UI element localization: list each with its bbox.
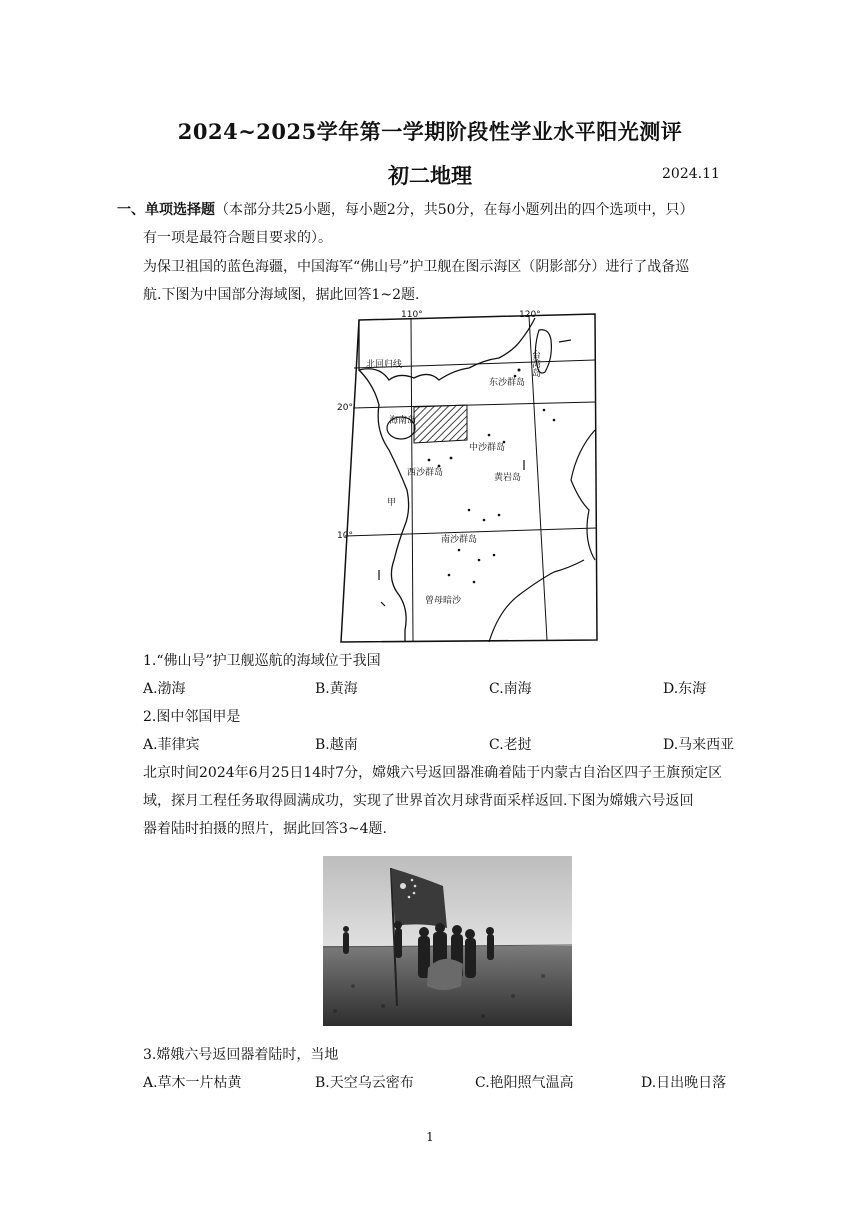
label-xisha: 西沙群岛 <box>407 468 444 478</box>
label-hainan: 海南岛 <box>389 416 417 426</box>
q1-option-c: C.南海 <box>489 681 532 697</box>
section-heading: 一、单项选择题 <box>117 202 215 218</box>
q1-stem: 1.“佛山号”护卫舰巡航的海域位于我国 <box>143 653 381 669</box>
q2-option-b: B.越南 <box>315 737 358 753</box>
q2-stem: 2.图中邻国甲是 <box>143 709 241 725</box>
page-number: 1 <box>426 1130 434 1144</box>
section-instructions-line1 <box>117 200 694 220</box>
passage2-line2: 域，探月工程任务取得圆满成功，实现了世界首次月球背面采样返回.下图为嫦娥六号返回 <box>143 793 694 809</box>
island-dots <box>428 369 556 584</box>
patrol-area-shaded <box>414 405 467 443</box>
label-zhongsha: 中沙群岛 <box>469 443 506 453</box>
label-huangyan: 黄岩岛 <box>494 473 522 483</box>
section-instructions-1: （本部分共25小题，每小题2分，共50分，在每小题列出的四个选项中，只） <box>215 202 694 218</box>
vietnam-coast <box>359 370 409 642</box>
q1-option-b: B.黄海 <box>315 681 358 697</box>
philippines-coast <box>571 430 595 560</box>
label-tropic: 北回归线 <box>366 360 403 370</box>
borneo-coast <box>489 560 584 642</box>
subject-title: 初二地理 <box>388 163 472 188</box>
q3-option-d: D.日出晚日落 <box>641 1075 727 1091</box>
section-instructions-line2: 有一项是最符合题目要求的）。 <box>143 230 332 246</box>
lat-label-20: 20° <box>337 403 353 413</box>
exam-title: 2024~2025学年第一学期阶段性学业水平阳光测评 <box>177 119 683 144</box>
passage2-line1: 北京时间2024年6月25日14时7分，嫦娥六号返回器准确着陆于内蒙古自治区四子王旗预定区 <box>143 765 723 781</box>
exam-date: 2024.11 <box>662 166 720 182</box>
passage1-line1: 为保卫祖国的蓝色海疆，中国海军“佛山号”护卫舰在图示海区（阴影部分）进行了战备巡 <box>143 259 690 275</box>
passage1-line2: 航.下图为中国部分海域图，据此回答1~2题. <box>143 287 420 303</box>
q3-stem: 3.嫦娥六号返回器着陆时，当地 <box>143 1047 339 1063</box>
landing-photo <box>323 856 572 1026</box>
q1-option-d: D.东海 <box>663 681 707 697</box>
q3-option-a: A.草木一片枯黄 <box>143 1075 242 1091</box>
mainland-coast <box>359 318 535 380</box>
q3-option-b: B.天空乌云密布 <box>315 1075 414 1091</box>
label-nansha: 南沙群岛 <box>441 535 478 545</box>
photo-sky <box>323 856 572 948</box>
label-zengmu: 曾母暗沙 <box>425 596 462 606</box>
parallel-20 <box>353 402 595 408</box>
lon-label-120: 120° <box>519 310 541 320</box>
lon-label-110: 110° <box>401 310 423 320</box>
q1-option-a: A.渤海 <box>143 681 186 697</box>
south-china-sea-map <box>339 310 598 644</box>
lat-label-10: 10° <box>337 531 353 541</box>
q2-option-d: D.马来西亚 <box>663 737 735 753</box>
label-taiwan: 台湾岛 <box>530 350 540 377</box>
label-dongsha: 东沙群岛 <box>489 378 526 388</box>
label-jia: 甲 <box>387 498 397 508</box>
q2-option-c: C.老挝 <box>489 737 532 753</box>
passage2-line3: 器着陆时拍摄的照片，据此回答3~4题. <box>143 821 387 837</box>
q3-option-c: C.艳阳照气温高 <box>475 1075 574 1091</box>
q2-option-a: A.菲律宾 <box>143 737 200 753</box>
